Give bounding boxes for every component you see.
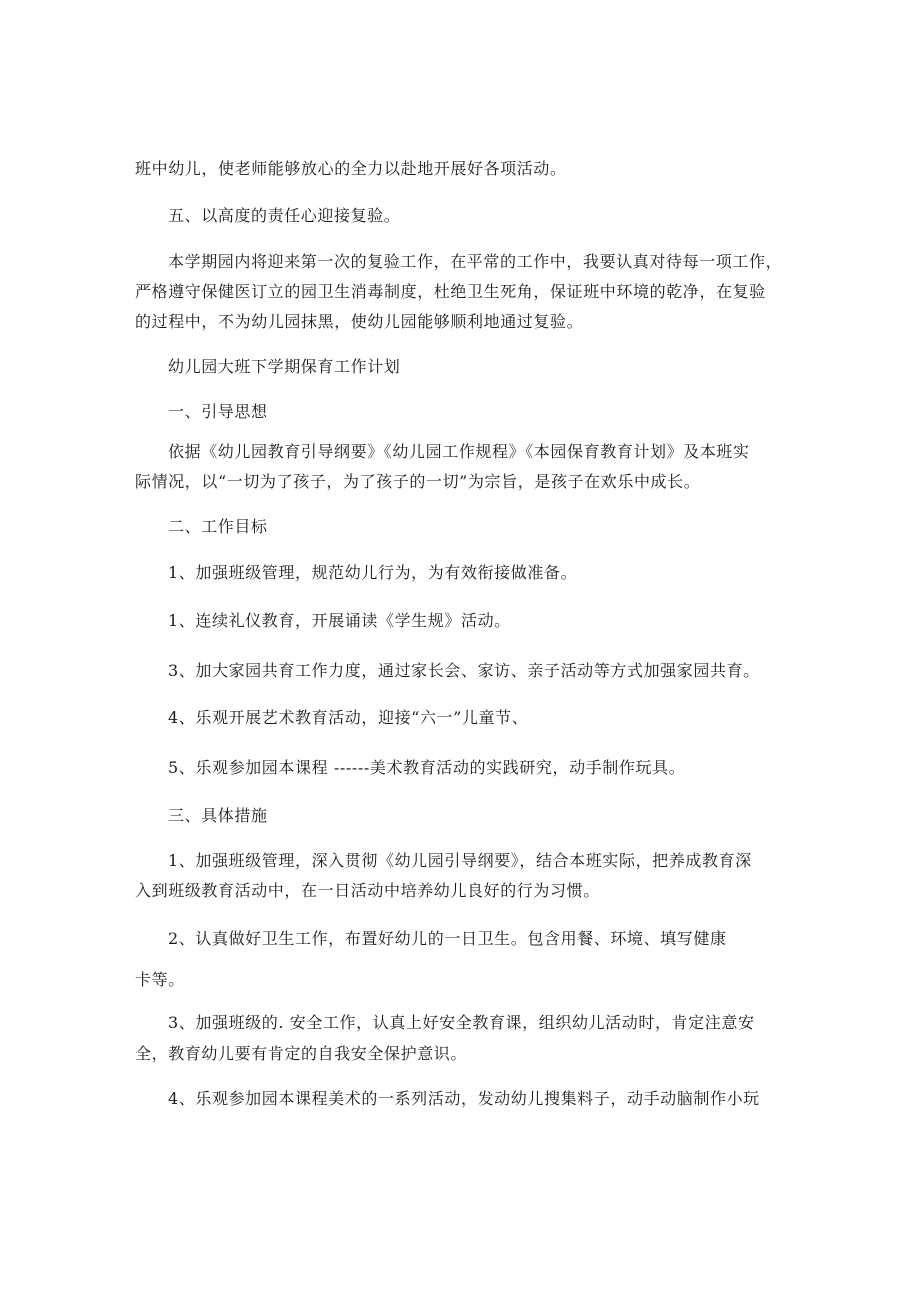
section-heading: 三、具体措施 bbox=[168, 806, 268, 825]
text-line: 2、认真做好卫生工作，布置好幼儿的一日卫生。包含用餐、环境、填写健康 bbox=[168, 929, 727, 948]
text-line: 严格遵守保健医订立的园卫生消毒制度，杜绝卫生死角，保证班中环境的乾净，在复验 bbox=[135, 282, 766, 301]
text-line: 3、加强班级的. 安全工作，认真上好安全教育课，组织幼儿活动时，肯定注意安 bbox=[168, 1013, 755, 1032]
list-item: 3、加大家园共育工作力度，通过家长会、家访、亲子活动等方式加强家园共育。 bbox=[168, 661, 760, 680]
text-line: 班中幼儿，使老师能够放心的全力以赴地开展好各项活动。 bbox=[135, 159, 567, 178]
text-line: 依据《幼儿园教育引导纲要》《幼儿园工作规程》《本园保育教育计划》及本班实 bbox=[168, 442, 750, 461]
list-item: 1、连续礼仪教育，开展诵读《学生规》活动。 bbox=[168, 611, 511, 630]
text-line: 本学期园内将迎来第一次的复验工作，在平常的工作中，我要认真对待每一项工作， bbox=[168, 252, 783, 271]
list-item: 5、乐观参加园本课程 ------美术教育活动的实践研究，动手制作玩具。 bbox=[168, 758, 686, 777]
text-line: 全，教育幼儿要有肯定的自我安全保护意识。 bbox=[135, 1044, 468, 1063]
text-line: 入到班级教育活动中，在一日活动中培养幼儿良好的行为习惯。 bbox=[135, 881, 600, 900]
list-item: 4、乐观开展艺术教育活动，迎接“六一”儿童节、 bbox=[168, 708, 529, 727]
section-heading: 二、工作目标 bbox=[168, 517, 268, 536]
document-title: 幼儿园大班下学期保育工作计划 bbox=[168, 357, 401, 376]
text-line: 4、乐观参加园本课程美术的一系列活动，发动幼儿搜集料子，动手动脑制作小玩 bbox=[168, 1089, 760, 1108]
text-line: 的过程中，不为幼儿园抹黑，使幼儿园能够顺利地通过复验。 bbox=[135, 312, 584, 331]
text-line: 卡等。 bbox=[135, 970, 185, 989]
text-line: 际情况，以“一切为了孩子，为了孩子的一切”为宗旨，是孩子在欢乐中成长。 bbox=[135, 472, 701, 491]
section-heading: 五、以高度的责任心迎接复验。 bbox=[168, 206, 401, 225]
text-line: 1、加强班级管理，深入贯彻《幼儿园引导纲要》，结合本班实际，把养成教育深 bbox=[168, 851, 752, 870]
section-heading: 一、引导思想 bbox=[168, 402, 268, 421]
list-item: 1、加强班级管理，规范幼儿行为，为有效衔接做准备。 bbox=[168, 563, 578, 582]
